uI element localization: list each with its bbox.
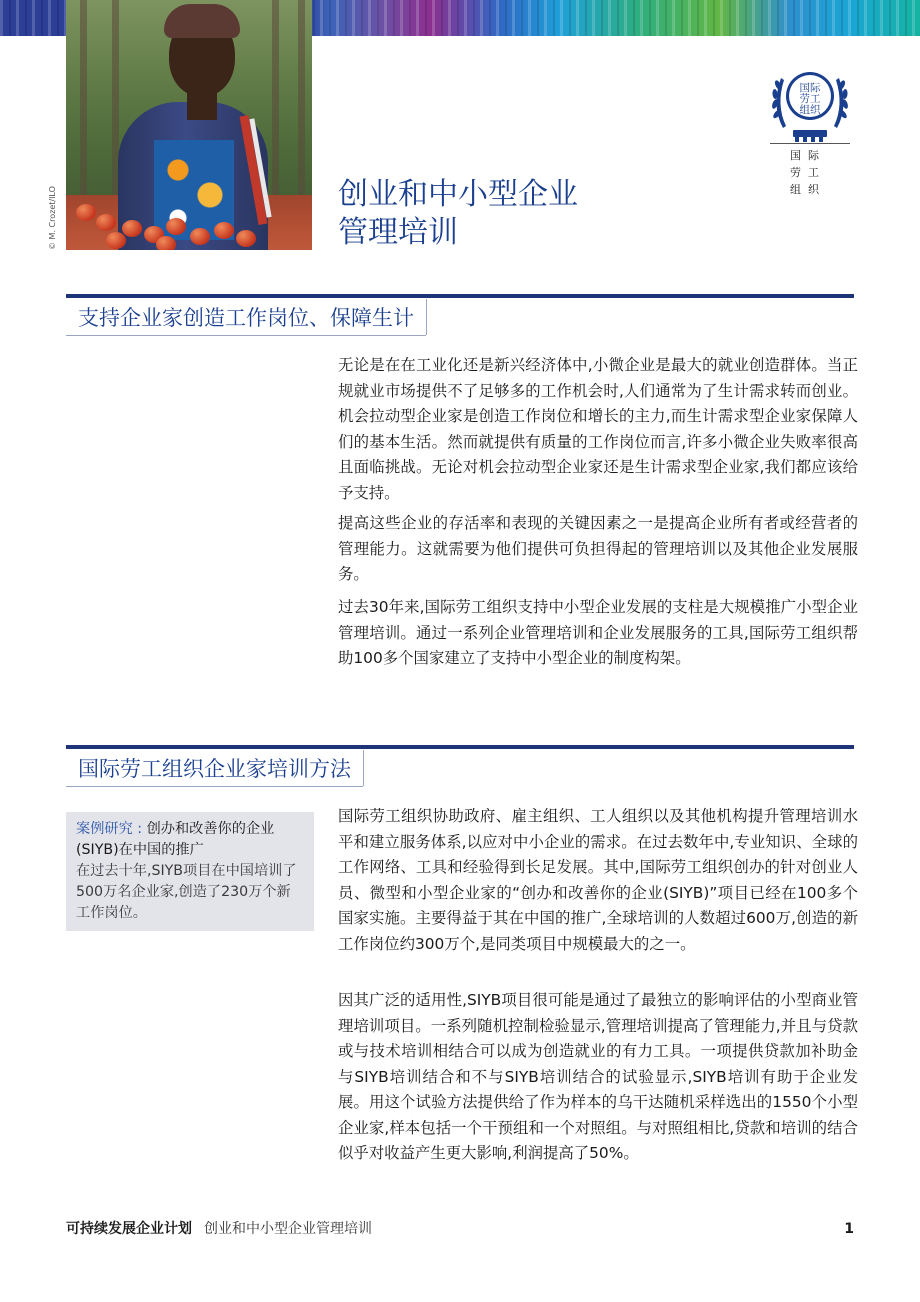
photo-credit: © M. Crozet/ILO <box>48 186 57 250</box>
case-study-body: 在过去十年,SIYB项目在中国培训了500万名企业家,创造了230万个新工作岗位。 <box>76 863 297 921</box>
logo-emblem-line-2: 劳工 <box>799 93 821 105</box>
section2-paragraph-2: 因其广泛的适用性,SIYB项目很可能是通过了最独立的影响评估的小型商业管理培训项目。一系列随机控制检验显示,管理培训提高了管理能力,并且与贷款或与技术培训相结合可以成为创造就业的有力工具。一项提供贷款加补助金与SIYB培训结合和不与SIYB培训结合的试验显示,SIYB培训有助于企业发展。用这个试验方法提供给了作为样本的乌干达随机采样选出的1550个小型企业家,样本包括一个干预组和一个对照组。与对照组相比,贷款和培训的结合似乎对收益产生更大影响,利润提高了50%。 <box>338 991 858 1162</box>
case-study-title: 创办和改善你的企业(SIYB)在中国的推广 <box>76 821 275 858</box>
section-heading-2: 国际劳工组织企业家培训方法 <box>66 750 363 787</box>
cover-photo <box>66 0 312 250</box>
footer-subtitle: 创业和中小型企业管理培训 <box>204 1221 372 1237</box>
section2-paragraph-1: 国际劳工组织协助政府、雇主组织、工人组织以及其他机构提升管理培训水平和建立服务体系,以应对中小企业的需求。在过去数年中,专业知识、全球的工作网络、工具和经验得到长足发展。其中,国际劳工组织创办的针对创业人员、微型和小型企业家的“创办和改善你的企业(SIYB)”项目已经在100多个国家实施。主要得益于其在中国的推广,全球培训的人数超过600万,创造的新工作岗位约300万个,是同类项目中规模最大的之一。 <box>338 807 858 953</box>
page-footer <box>66 1218 854 1240</box>
case-study-box <box>66 812 314 931</box>
section-divider-2 <box>66 745 854 749</box>
section-divider-1 <box>66 294 854 298</box>
case-study-label: 案例研究 : <box>76 821 147 837</box>
logo-text <box>790 147 830 198</box>
logo-text-line-3: 组织 <box>790 183 826 196</box>
logo-divider <box>770 143 850 144</box>
page-title <box>338 176 738 252</box>
logo-emblem-line-3: 组织 <box>799 104 821 116</box>
section1-paragraph-1: 无论是在在工业化还是新兴经济体中,小微企业是最大的就业创造群体。当正规就业市场提供不了足够多的工作机会时,人们通常为了生计需求转而创业。机会拉动型企业家是创造工作岗位和增长的主力,而生计需求型企业家保障人们的基本生活。然而就提供有质量的工作岗位而言,许多小微企业失败率很高且面临挑战。无论对机会拉动型企业家还是生计需求型企业家,我们都应该给予支持。 <box>338 356 858 502</box>
footer-program: 可持续发展企业计划 <box>66 1221 192 1237</box>
section1-paragraph-3: 过去30年来,国际劳工组织支持中小型企业发展的支柱是大规模推广小型企业管理培训。通过一系列企业管理培训和企业发展服务的工具,国际劳工组织帮助100多个国家建立了支持中小型企业的制度构架。 <box>338 598 858 667</box>
logo-text-line-2: 劳工 <box>790 166 826 179</box>
ilo-logo-icon <box>767 58 853 144</box>
logo-emblem-line-1: 国际 <box>799 82 821 94</box>
section-heading-1: 支持企业家创造工作岗位、保障生计 <box>66 299 426 336</box>
section1-paragraph-2: 提高这些企业的存活率和表现的关键因素之一是提高企业所有者或经营者的管理能力。这就需要为他们提供可负担得起的管理培训以及其他企业发展服务。 <box>338 514 858 583</box>
page-title-line-1: 创业和中小型企业 <box>338 177 578 212</box>
page-number: 1 <box>844 1221 854 1237</box>
logo-text-line-1: 国际 <box>790 149 826 162</box>
page-title-line-2: 管理培训 <box>338 215 458 250</box>
